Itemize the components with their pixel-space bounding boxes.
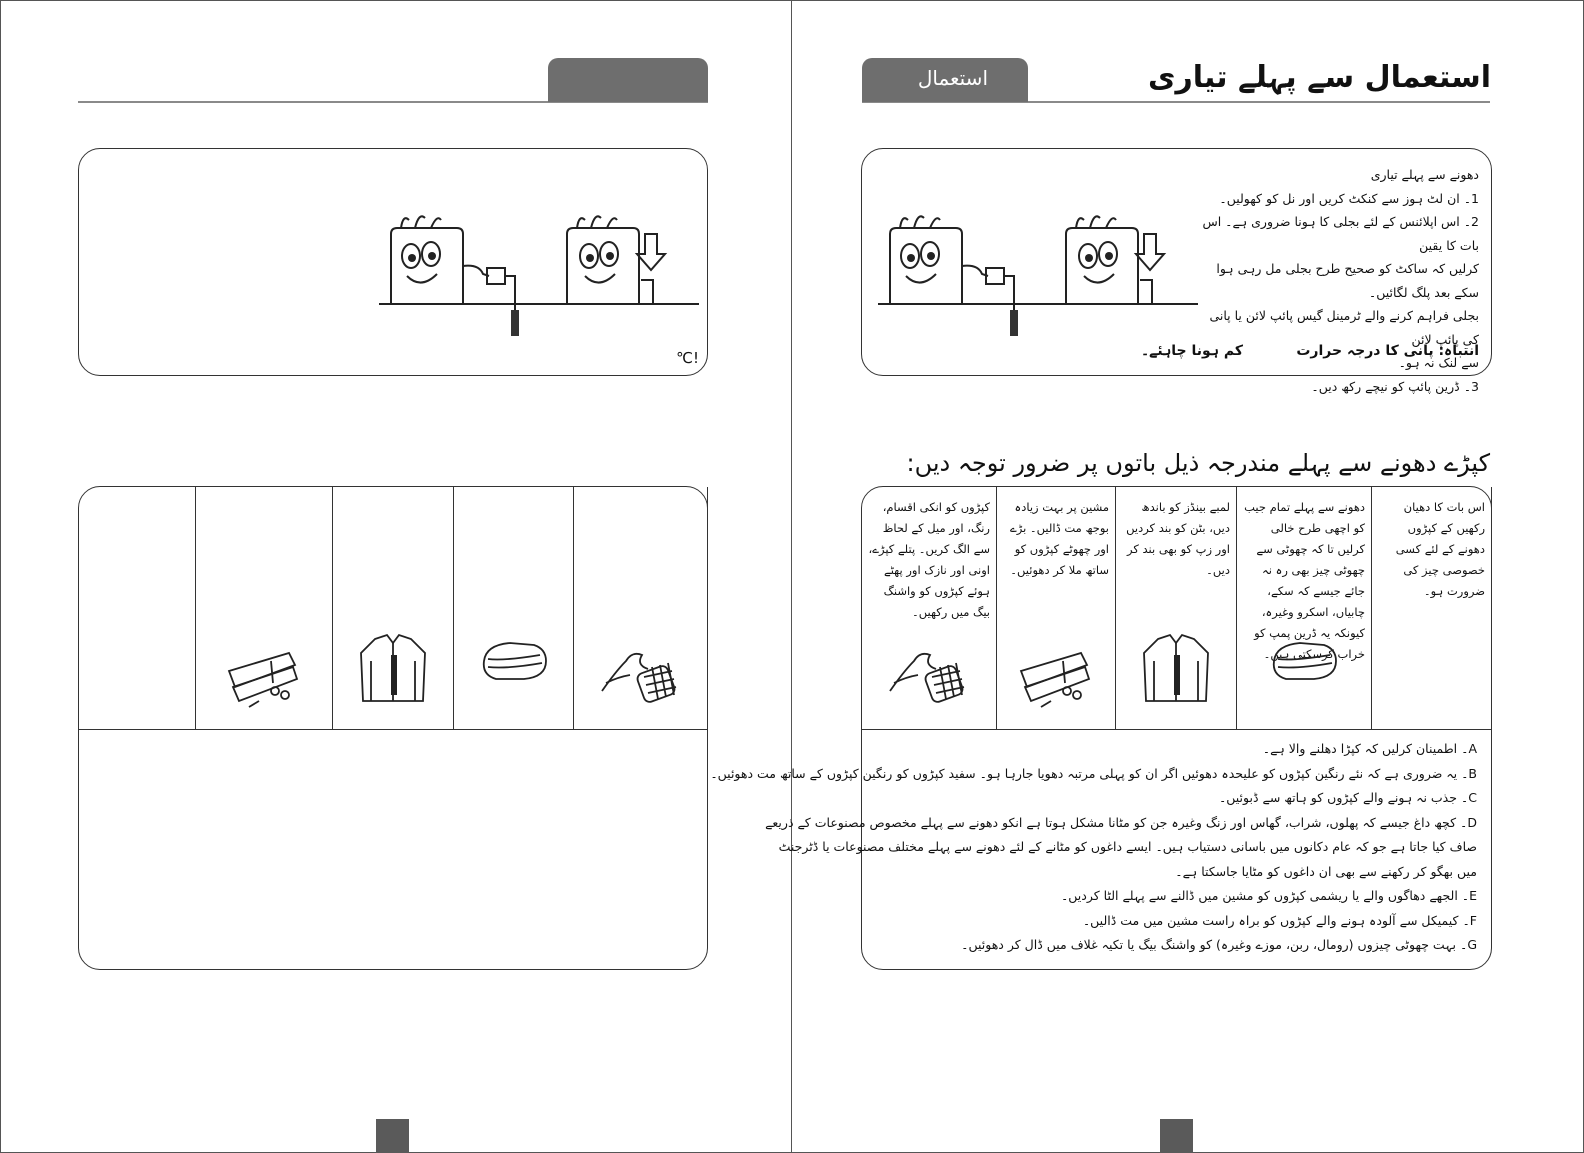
prep-line: 3۔ ڈرین پائپ کو نیچے رکھ دیں۔ (1311, 378, 1479, 394)
folded-clothes-illustration (454, 631, 573, 711)
celsius-note: ℃! (676, 349, 699, 367)
table-column (196, 487, 333, 729)
column-text: دھونے سے پہلے تمام جیب کو اچھی طرح خالی کرلیں تا کہ چھوٹی سے چھوٹی چیز بھی رہ نہ جائے جیسے کہ سکے، چابیاں، اسکرو وغیرہ، کیونکہ یہ ڈرین پمپ کو خراب کرسکتی ہیں۔ (1244, 500, 1365, 661)
preparation-box (78, 148, 708, 376)
table-column (333, 487, 454, 729)
page-number-block (376, 1119, 409, 1153)
pants-zipper-illustration (997, 631, 1115, 711)
column-text: لمبے بینڈز کو باندھ دیں، بٹن کو بند کردیں اور زپ کو بھی بند کر دیں۔ (1126, 500, 1230, 577)
prep-line: 2۔ اس اپلائنس کے لئے بجلی کا ہونا ضروری ہے۔ اس بات کا یقین (1202, 214, 1479, 253)
washer-illustration (878, 204, 1198, 344)
laundry-table-box (78, 486, 708, 970)
table-divider (862, 729, 1491, 730)
column-text: مشین پر بہت زیادہ بوجھ مت ڈالیں۔ بڑے اور چھوٹے کپڑوں کو ساتھ ملا کر دھوئیں۔ (1009, 500, 1109, 577)
prep-line: کرلیں کہ ساکٹ کو صحیح طرح بجلی مل رہی ہوا سکے بعد پلگ لگائیں۔ (1216, 261, 1479, 300)
washing-bag-illustration (862, 631, 996, 711)
page-title: استعمال سے پہلے تیاری (1148, 60, 1491, 95)
folded-clothes-illustration (1237, 631, 1371, 711)
prep-line: سے لنک نہ ہو۔ (1398, 355, 1479, 370)
table-column (454, 487, 574, 729)
tip-item: E۔ الجھے دھاگوں والے یا ریشمی کپڑوں کو مشین میں ڈالنے سے پہلے الٹا کردیں۔ (1060, 888, 1477, 903)
shirt-illustration (1116, 631, 1236, 711)
table-column (1372, 487, 1492, 729)
tip-item: B۔ یہ ضروری ہے کہ نئے رنگین کپڑوں کو علیحدہ دھوئیں اگر ان کو پہلی مرتبہ دھویا جارہا ہو۔ سفید کپڑوں کو رنگین کپڑوں کے ساتھ مت دھوئیں۔ (710, 765, 1477, 781)
temperature-warning-prefix: انتباہ: پانی کا درجہ حرارت (1296, 343, 1479, 359)
section-heading: کپڑے دھونے سے پہلے مندرجہ ذیل باتوں پر ضرور توجہ دیں: (906, 449, 1490, 477)
table-column (1116, 487, 1237, 729)
table-column (997, 487, 1116, 729)
tip-item: D۔ کچھ داغ جیسے کہ پھلوں، شراب، گھاس اور زنگ وغیرہ جن کو مٹانا مشکل ہوتا ہے انکو دھونے سے پہلے مخصوص مصنوعات کے ذریعے (765, 814, 1477, 830)
table-column (862, 487, 997, 729)
preparation-instructions (1199, 163, 1479, 398)
temperature-warning-suffix: کم ہونا چاہئے۔ (1140, 343, 1243, 359)
laundry-table-box (710, 486, 1492, 970)
washer-illustration (379, 204, 699, 344)
prep-heading: دھونے سے پہلے تیاری (1370, 167, 1479, 182)
tip-item: C۔ جذب نہ ہونے والے کپڑوں کو ہاتھ سے ڈبوئیں۔ (1218, 790, 1477, 805)
right-page (710, 0, 1584, 1153)
tip-item: F۔ کیمیکل سے آلودہ ہونے والے کپڑوں کو براہ راست مشین میں مت ڈالیں۔ (1082, 912, 1477, 928)
tip-item: A۔ اطمینان کرلیں کہ کپڑا دھلنے والا ہے۔ (1262, 741, 1477, 756)
pants-zipper-illustration (196, 631, 332, 711)
header-tab (862, 58, 1028, 102)
table-column (574, 487, 708, 729)
table-divider (79, 729, 707, 730)
column-text: کپڑوں کو انکی اقسام، رنگ، اور میل کے لحاظ سے الگ کریں۔ پتلے کپڑے، اونی اور نازک اور پھٹے ہوئے کپڑوں کو واشنگ بیگ میں رکھیں۔ (868, 500, 990, 619)
prep-line: 1۔ ان لٹ ہوز سے کنکٹ کریں اور نل کو کھولیں۔ (1219, 190, 1479, 206)
preparation-box (861, 148, 1492, 394)
tip-item: صاف کیا جاتا ہے جو کہ عام دکانوں میں باسانی دستیاب ہیں۔ ایسے داغوں کو مٹانے کے لئے دھونے سے پہلے مختلف مصنوعات یا ڈٹرجنٹ (778, 839, 1477, 854)
page-number-block (1160, 1119, 1193, 1153)
header-tab-label: استعمال (917, 66, 988, 90)
tip-item: G۔ بہت چھوٹی چیزوں (رومال، ربن، موزے وغیرہ) کو واشنگ بیگ یا تکیہ غلاف میں ڈال کر دھوئیں۔ (961, 937, 1477, 952)
prep-line: بجلی فراہم کرنے والے ٹرمینل گیس پائپ لائن یا پانی کی پائپ لائن (1209, 308, 1479, 347)
washing-tips-list (710, 737, 1477, 958)
tip-item: میں بھگو کر رکھنے سے بھی ان داغوں کو مٹایا جاسکتا ہے۔ (1175, 863, 1477, 879)
washing-bag-illustration (574, 631, 707, 711)
table-column (1237, 487, 1372, 729)
shirt-illustration (333, 631, 453, 711)
header-tab (548, 58, 708, 102)
column-text: اس بات کا دھیان رکھیں کے کپڑوں دھونے کے لئے کسی خصوصی چیز کی ضرورت ہو۔ (1395, 500, 1485, 598)
table-column-empty (79, 487, 196, 729)
